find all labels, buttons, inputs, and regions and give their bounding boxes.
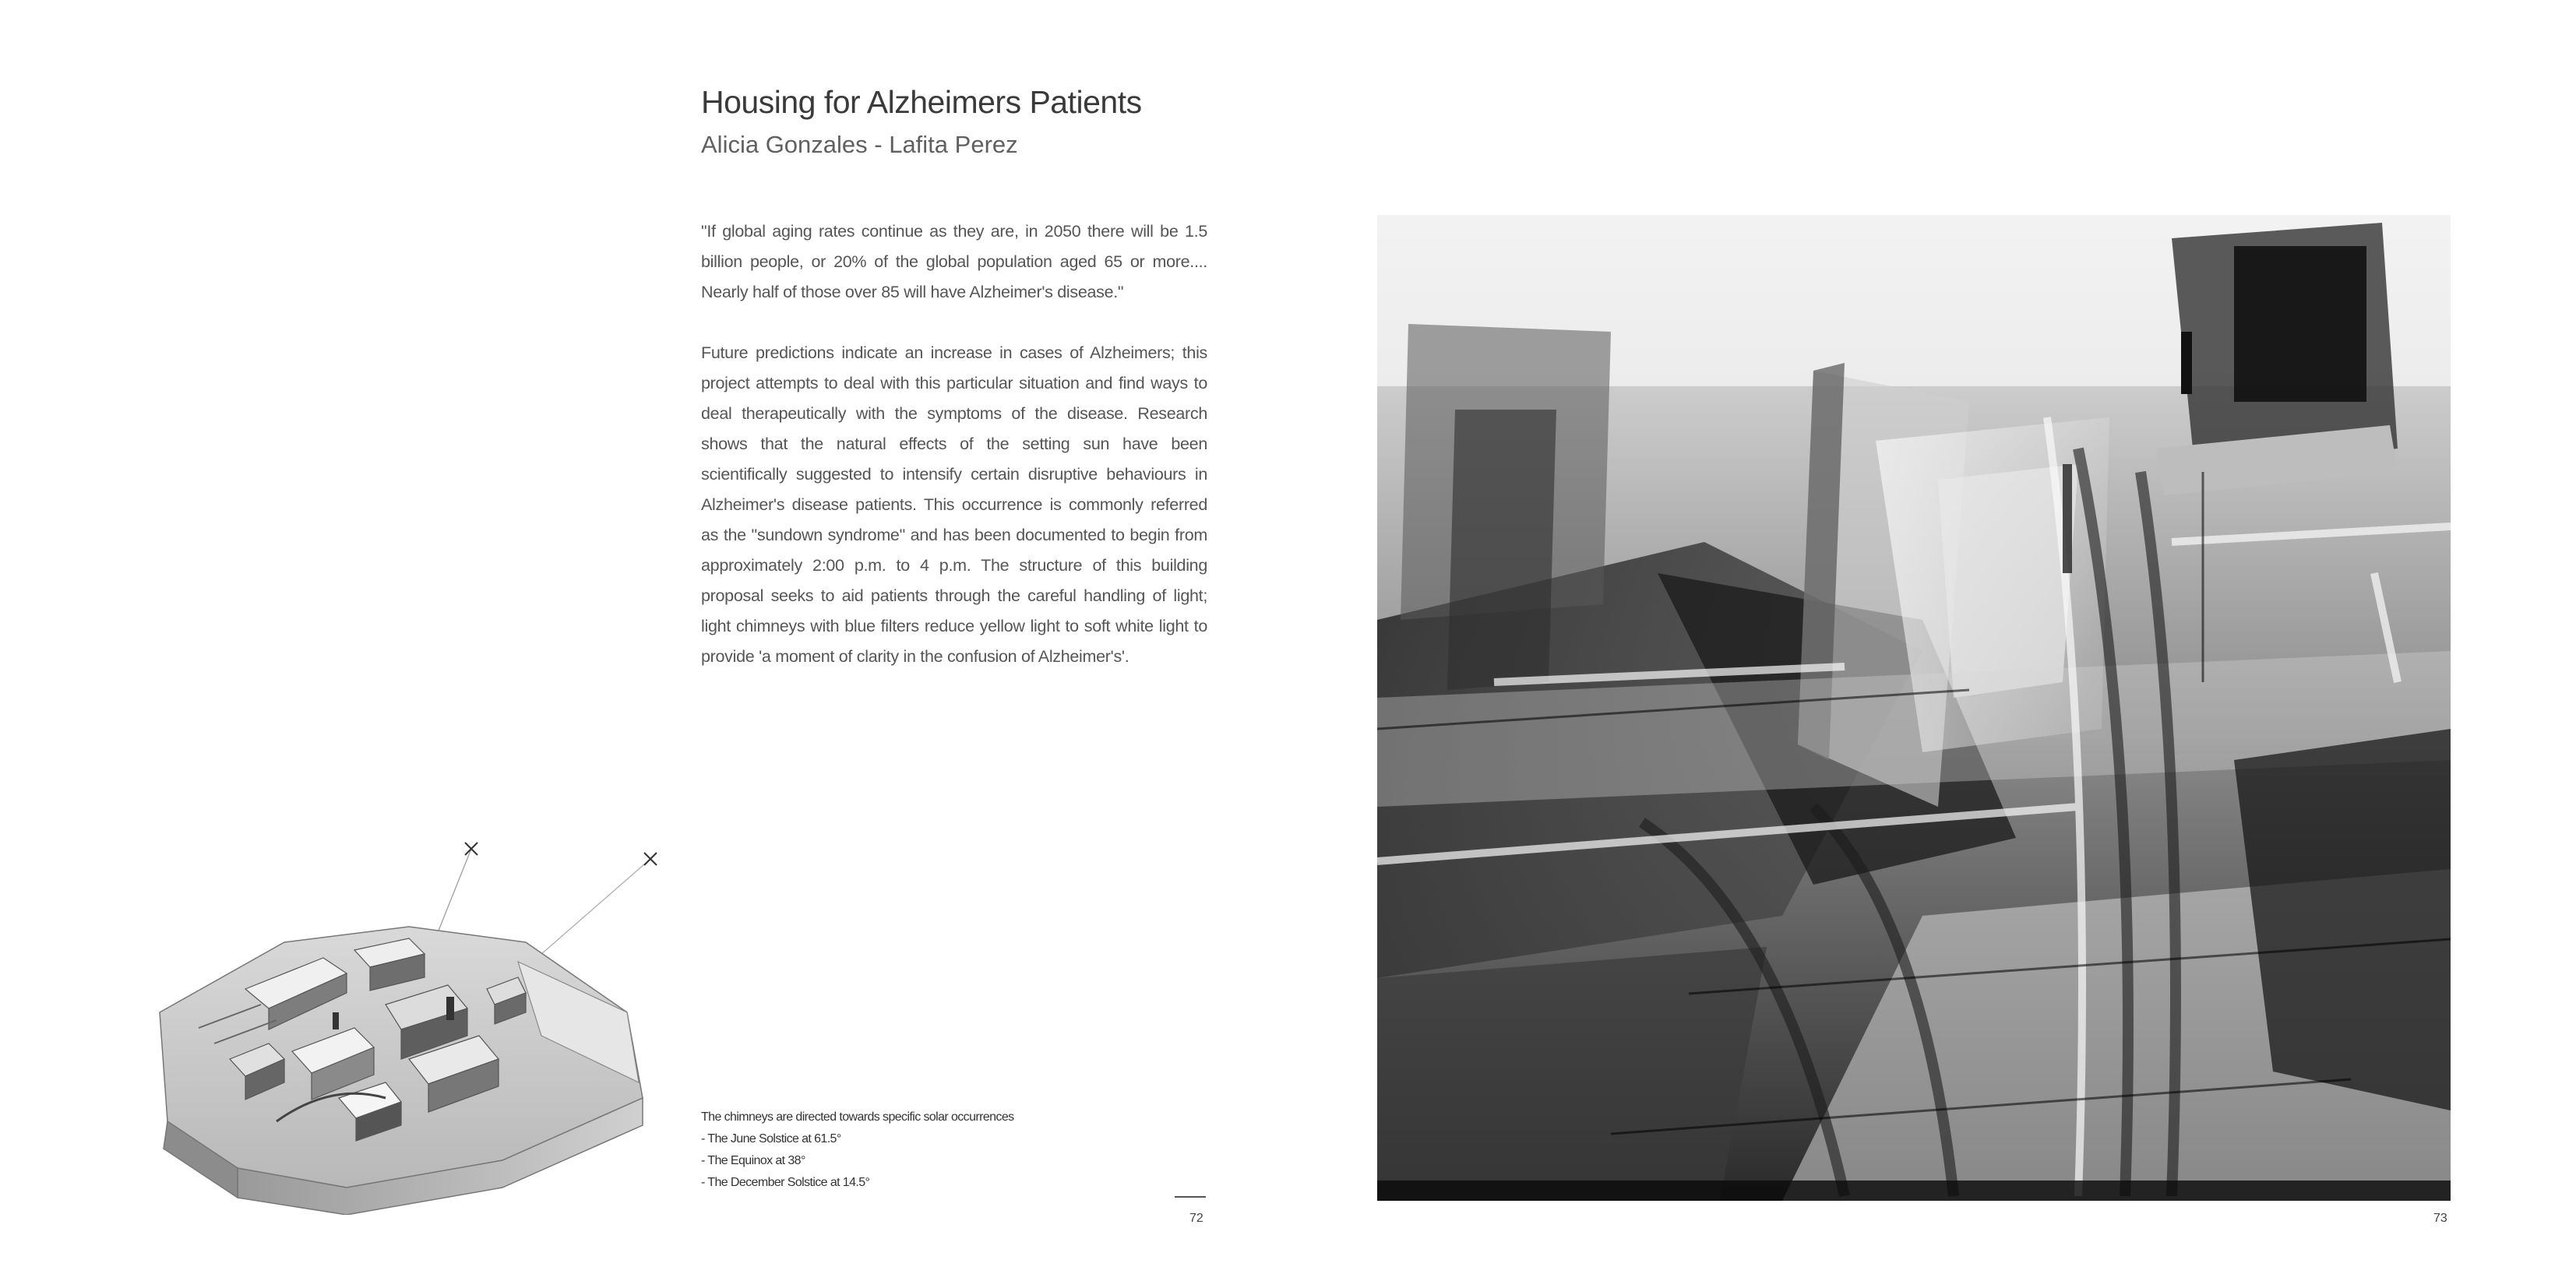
body-paragraph: Future predictions indicate an increase in cases of Alzheimers; this project attempts to deal with this particular situation and find ways to deal therapeutically with the symptoms of the disease. Research shows that the natural effects of the setting sun have been scientifically suggested to intensify certain disruptive behaviours in Alzheimer's disease patients. This occurrence is commonly referred as the "sundown syndrome" and has been documented to begin from approximately 2:00 p.m. to 4 p.m. The structure of this building proposal seeks to aid patients through the careful handling of light; light chimneys with blue filters reduce yellow light to soft white light to provide 'a moment of clarity in the confusion of Alzheimer's'. xyxy=(701,343,1207,666)
authors: Alicia Gonzales - Lafita Perez xyxy=(701,131,1018,158)
quote-paragraph: "If global aging rates continue as they are, in 2050 there will be 1.5 billion people, or 20% of the global population aged 65 or more.... Nearly half of those over 85 will have Alzheimer's disease." xyxy=(701,222,1207,301)
page-number-rule xyxy=(1175,1196,1206,1198)
page-number-left: 72 xyxy=(1189,1212,1203,1225)
sun-marker-icon xyxy=(644,853,657,865)
caption-intro: The chimneys are directed towards specific solar occurrences xyxy=(701,1110,1014,1124)
figure-caption xyxy=(701,1107,1106,1194)
collage-photograph xyxy=(1377,215,2451,1201)
caption-item-december: - The December Solstice at 14.5° xyxy=(701,1176,870,1189)
page-title: Housing for Alzheimers Patients xyxy=(701,84,1142,120)
caption-item-equinox: - The Equinox at 38° xyxy=(701,1154,805,1167)
page-number-right: 73 xyxy=(2433,1212,2447,1225)
axonometric-model-illustration xyxy=(152,825,666,1215)
caption-item-june: - The June Solstice at 61.5° xyxy=(701,1132,841,1145)
sun-marker-icon xyxy=(465,843,477,855)
